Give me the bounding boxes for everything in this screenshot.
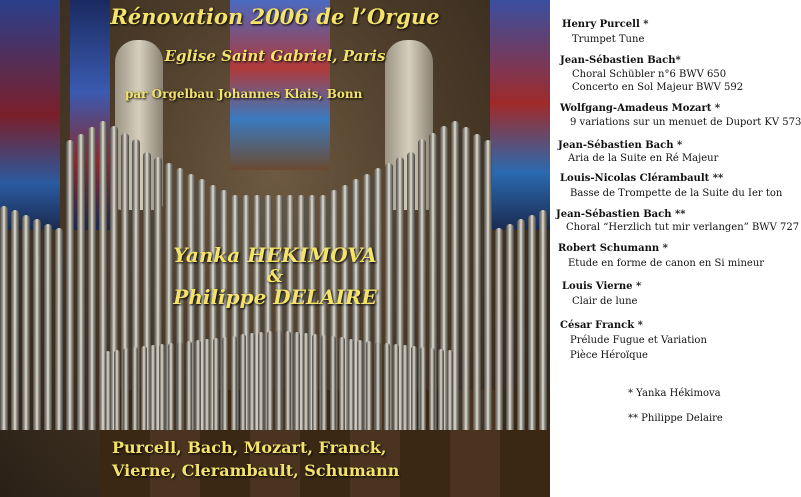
organ-pipe	[375, 342, 381, 430]
organ-pipe	[267, 331, 273, 430]
program-list	[556, 0, 801, 497]
organ-pipe	[204, 339, 210, 430]
composer-2: Jean-Sébastien Bach*	[560, 55, 681, 66]
organ-pipe	[159, 344, 165, 430]
organ-pipe	[366, 341, 372, 430]
performer-2: Philippe DELAIRE	[173, 285, 377, 309]
organ-pipe	[447, 350, 453, 430]
organ-pipe	[285, 331, 291, 430]
organ-pipe	[312, 334, 318, 430]
composer-8: Louis Vierne *	[562, 281, 642, 292]
organ-pipe	[150, 345, 156, 430]
organ-pipe	[402, 345, 408, 430]
organ-pipe	[339, 337, 345, 430]
church-name: Eglise Saint Gabriel, Paris	[164, 47, 386, 65]
organ-pipe	[141, 346, 147, 430]
organ-pipe	[123, 348, 129, 430]
piece-2-2: Concerto en Sol Majeur BWV 592	[572, 82, 744, 93]
piece-5-1: Basse de Trompette de la Suite du Ier ton	[570, 188, 783, 199]
legend-double-star: ** Philippe Delaire	[628, 413, 723, 424]
organ-pipe	[195, 340, 201, 430]
organ-pipe	[420, 347, 426, 430]
organ-pipe	[132, 347, 138, 430]
organ-pipe	[213, 338, 219, 430]
composer-1: Henry Purcell *	[562, 19, 649, 30]
organ-pipe	[303, 333, 309, 430]
organ-pipe	[393, 344, 399, 430]
organ-pipe	[429, 348, 435, 430]
organ-pipe	[186, 341, 192, 430]
composer-4: Jean-Sébastien Bach *	[558, 140, 683, 151]
piece-2-1: Choral Schübler n°6 BWV 650	[572, 69, 727, 80]
organ-pipe	[294, 332, 300, 430]
organ-pipe	[105, 351, 111, 430]
piece-7-1: Etude en forme de canon en Si mineur	[568, 258, 765, 269]
cover-title: Rénovation 2006 de l’Orgue	[110, 4, 440, 29]
composer-3: Wolfgang-Amadeus Mozart *	[560, 103, 721, 114]
composers-line-2: Vierne, Clerambault, Schumann	[112, 461, 400, 480]
organ-pipe	[258, 332, 264, 430]
organ-builder: par Orgelbau Johannes Klais, Bonn	[125, 87, 363, 101]
piece-3-1: 9 variations sur un menuet de Duport KV 573	[570, 117, 801, 128]
legend-single-star: * Yanka Hékimova	[628, 388, 721, 399]
organ-pipe	[231, 336, 237, 430]
organ-pipe	[276, 330, 282, 430]
organ-pipe	[177, 342, 183, 430]
organ-pipe	[321, 335, 327, 430]
piece-8-1: Clair de lune	[572, 296, 638, 307]
composer-5: Louis-Nicolas Clérambault **	[560, 173, 724, 184]
organ-pipe	[438, 349, 444, 430]
organ-pipe	[411, 346, 417, 430]
composer-9: César Franck *	[560, 320, 643, 331]
organ-pipe	[348, 339, 354, 430]
composers-line-1: Purcell, Bach, Mozart, Franck,	[112, 438, 387, 457]
composer-7: Robert Schumann *	[558, 243, 668, 254]
organ-pipe	[0, 206, 8, 430]
piece-6-1: Choral “Herzlich tut mir verlangen” BWV 727	[566, 222, 800, 233]
piece-9-2: Pièce Héroïque	[570, 350, 648, 361]
organ-pipe	[168, 343, 174, 430]
organ-pipe	[240, 334, 246, 430]
piece-9-1: Prélude Fugue et Variation	[570, 335, 707, 346]
organ-pipe	[222, 337, 228, 430]
piece-4-1: Aria de la Suite en Ré Majeur	[568, 153, 719, 164]
organ-pipe	[357, 340, 363, 430]
composer-6: Jean-Sébastien Bach **	[556, 209, 686, 220]
organ-pipe	[249, 333, 255, 430]
piece-1-1: Trumpet Tune	[572, 34, 645, 45]
organ-pipe	[114, 350, 120, 430]
organ-pipe	[384, 343, 390, 430]
ampersand: &	[266, 266, 284, 287]
organ-pipe	[330, 336, 336, 430]
performer-1: Yanka HEKIMOVA	[173, 243, 377, 267]
